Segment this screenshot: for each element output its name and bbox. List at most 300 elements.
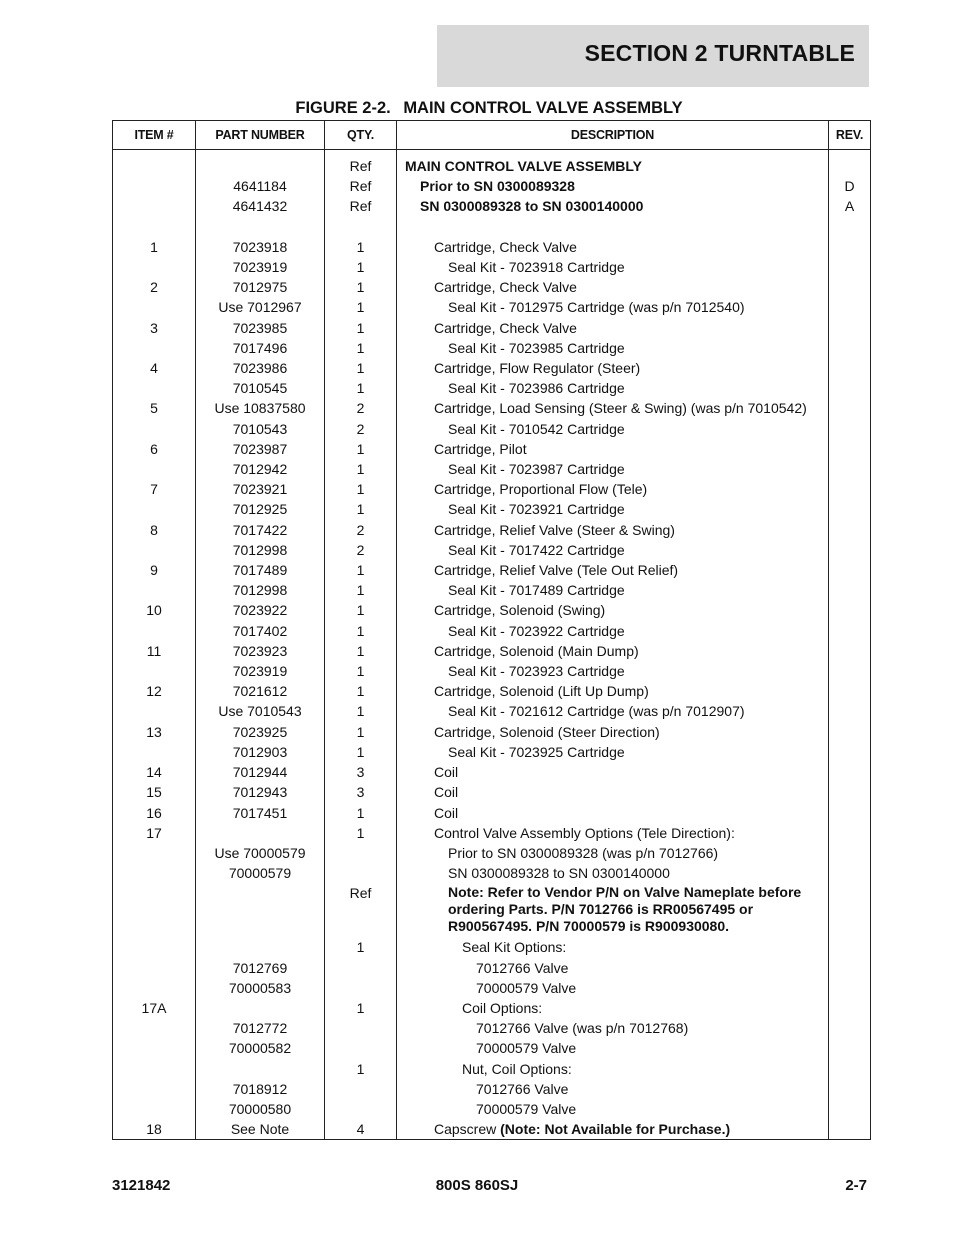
item-cell: 2 bbox=[113, 277, 196, 297]
figure-title bbox=[0, 99, 954, 118]
description-cell bbox=[397, 237, 829, 257]
item-cell bbox=[113, 978, 196, 998]
description-text: Coil bbox=[434, 784, 459, 801]
part-number-cell: 7023923 bbox=[196, 641, 325, 661]
part-number-cell: 7010545 bbox=[196, 378, 325, 398]
table-header-row bbox=[113, 121, 871, 150]
rev-cell bbox=[829, 439, 871, 459]
table-row bbox=[113, 998, 871, 1018]
description-text: Cartridge, Relief Valve (Steer & Swing) bbox=[434, 521, 675, 538]
description-cell bbox=[397, 540, 829, 560]
description-cell bbox=[397, 419, 829, 439]
qty-cell: 1 bbox=[325, 742, 397, 762]
description-cell bbox=[397, 1079, 829, 1099]
description-text: Capscrew bbox=[434, 1121, 497, 1138]
description-cell bbox=[397, 782, 829, 802]
rev-cell bbox=[829, 277, 871, 297]
description-cell bbox=[397, 661, 829, 681]
table-row bbox=[113, 883, 871, 937]
qty-cell: 1 bbox=[325, 722, 397, 742]
table-row bbox=[113, 681, 871, 701]
item-cell: 15 bbox=[113, 782, 196, 802]
part-number-cell bbox=[196, 937, 325, 957]
rev-cell bbox=[829, 479, 871, 499]
rev-cell bbox=[829, 378, 871, 398]
table-row bbox=[113, 580, 871, 600]
description-cell bbox=[397, 1018, 829, 1038]
part-number-cell: 7010543 bbox=[196, 419, 325, 439]
part-number-cell: Use 10837580 bbox=[196, 398, 325, 418]
item-cell bbox=[113, 196, 196, 216]
description-text: Cartridge, Relief Valve (Tele Out Relief) bbox=[434, 562, 679, 579]
table-row bbox=[113, 257, 871, 277]
qty-cell: 1 bbox=[325, 378, 397, 398]
qty-cell: 1 bbox=[325, 681, 397, 701]
part-number-cell: 7012975 bbox=[196, 277, 325, 297]
part-number-cell: 70000582 bbox=[196, 1038, 325, 1058]
qty-cell: 4 bbox=[325, 1119, 397, 1140]
table-row bbox=[113, 661, 871, 681]
qty-cell: 1 bbox=[325, 560, 397, 580]
rev-cell bbox=[829, 1038, 871, 1058]
description-cell bbox=[397, 580, 829, 600]
description-cell bbox=[397, 742, 829, 762]
table-row bbox=[113, 176, 871, 196]
table-row bbox=[113, 277, 871, 297]
rev-cell bbox=[829, 297, 871, 317]
col-qty-header: QTY. bbox=[325, 121, 397, 150]
item-cell: 18 bbox=[113, 1119, 196, 1140]
description-text: Cartridge, Pilot bbox=[434, 440, 527, 457]
part-number-cell: 7012998 bbox=[196, 540, 325, 560]
qty-cell: 1 bbox=[325, 803, 397, 823]
qty-cell bbox=[325, 958, 397, 978]
rev-cell bbox=[829, 823, 871, 843]
description-text: Seal Kit - 7023925 Cartridge bbox=[448, 743, 625, 760]
item-cell: 17 bbox=[113, 823, 196, 843]
table-row bbox=[113, 1119, 871, 1140]
table-row bbox=[113, 520, 871, 540]
table-row bbox=[113, 782, 871, 802]
table-row bbox=[113, 742, 871, 762]
table-row bbox=[113, 150, 871, 177]
qty-cell: 2 bbox=[325, 398, 397, 418]
part-number-cell: See Note bbox=[196, 1119, 325, 1140]
table-row bbox=[113, 722, 871, 742]
table-row bbox=[113, 803, 871, 823]
part-number-cell: Use 70000579 bbox=[196, 843, 325, 863]
table-row bbox=[113, 621, 871, 641]
rev-cell bbox=[829, 237, 871, 257]
qty-cell bbox=[325, 1038, 397, 1058]
table-row bbox=[113, 1059, 871, 1079]
table-row bbox=[113, 1079, 871, 1099]
item-cell: 17A bbox=[113, 998, 196, 1018]
description-cell bbox=[397, 1119, 829, 1140]
item-cell: 5 bbox=[113, 398, 196, 418]
description-text: 70000579 Valve bbox=[476, 1100, 577, 1117]
item-cell bbox=[113, 499, 196, 519]
part-number-cell bbox=[196, 150, 325, 177]
qty-cell: Ref bbox=[325, 883, 397, 937]
description-cell bbox=[397, 701, 829, 721]
item-cell bbox=[113, 843, 196, 863]
qty-cell: Ref bbox=[325, 150, 397, 177]
table-row bbox=[113, 1018, 871, 1038]
col-desc-header: DESCRIPTION bbox=[397, 121, 829, 150]
description-cell bbox=[397, 823, 829, 843]
item-cell: 9 bbox=[113, 560, 196, 580]
figure-name: MAIN CONTROL VALVE ASSEMBLY bbox=[403, 99, 683, 117]
section-banner bbox=[437, 25, 869, 87]
description-cell bbox=[397, 978, 829, 998]
qty-cell bbox=[325, 1099, 397, 1119]
part-number-cell: 7012944 bbox=[196, 762, 325, 782]
item-cell bbox=[113, 176, 196, 196]
description-cell bbox=[397, 1038, 829, 1058]
description-text: Seal Kit Options: bbox=[462, 939, 567, 956]
description-cell bbox=[397, 762, 829, 782]
qty-cell: 1 bbox=[325, 600, 397, 620]
description-text: Seal Kit - 7012975 Cartridge (was p/n 7012540) bbox=[448, 299, 745, 316]
qty-cell: 1 bbox=[325, 439, 397, 459]
description-cell bbox=[397, 277, 829, 297]
rev-cell bbox=[829, 701, 871, 721]
table-row bbox=[113, 600, 871, 620]
item-cell: 8 bbox=[113, 520, 196, 540]
description-text: Cartridge, Check Valve bbox=[434, 319, 577, 336]
table-row bbox=[113, 762, 871, 782]
description-text: Prior to SN 0300089328 bbox=[420, 178, 575, 195]
item-cell bbox=[113, 1079, 196, 1099]
part-number-cell: 7023922 bbox=[196, 600, 325, 620]
part-number-cell: 7018912 bbox=[196, 1079, 325, 1099]
description-text: SN 0300089328 to SN 0300140000 bbox=[420, 198, 644, 215]
part-number-cell: 7012925 bbox=[196, 499, 325, 519]
table-row bbox=[113, 217, 871, 237]
rev-cell: A bbox=[829, 196, 871, 216]
rev-cell bbox=[829, 621, 871, 641]
figure-label: FIGURE 2-2. bbox=[295, 99, 391, 117]
part-number-cell: Use 7012967 bbox=[196, 297, 325, 317]
rev-cell bbox=[829, 937, 871, 957]
rev-cell bbox=[829, 600, 871, 620]
description-text: Seal Kit - 7023921 Cartridge bbox=[448, 501, 625, 518]
part-number-cell: 7023919 bbox=[196, 661, 325, 681]
description-text: Cartridge, Flow Regulator (Steer) bbox=[434, 360, 641, 377]
qty-cell: 1 bbox=[325, 701, 397, 721]
description-text: Seal Kit - 7010542 Cartridge bbox=[448, 420, 625, 437]
rev-cell bbox=[829, 803, 871, 823]
parts-table bbox=[112, 120, 871, 1140]
description-cell bbox=[397, 641, 829, 661]
table-row bbox=[113, 499, 871, 519]
qty-cell: 1 bbox=[325, 297, 397, 317]
table-row bbox=[113, 297, 871, 317]
part-number-cell: 7017496 bbox=[196, 338, 325, 358]
part-number-cell: 70000580 bbox=[196, 1099, 325, 1119]
item-cell bbox=[113, 742, 196, 762]
description-text: Coil bbox=[434, 764, 459, 781]
description-text: Cartridge, Check Valve bbox=[434, 238, 577, 255]
description-text: Seal Kit - 7023923 Cartridge bbox=[448, 663, 625, 680]
table-row bbox=[113, 1099, 871, 1119]
qty-cell: 1 bbox=[325, 580, 397, 600]
col-rev-header: REV. bbox=[829, 121, 871, 150]
description-text: Cartridge, Solenoid (Main Dump) bbox=[434, 642, 639, 659]
table-row bbox=[113, 843, 871, 863]
item-cell bbox=[113, 580, 196, 600]
part-number-cell: 7023986 bbox=[196, 358, 325, 378]
description-text: Nut, Coil Options: bbox=[462, 1060, 572, 1077]
rev-cell bbox=[829, 318, 871, 338]
qty-cell: 1 bbox=[325, 1059, 397, 1079]
part-number-cell: 4641432 bbox=[196, 196, 325, 216]
description-cell bbox=[397, 1059, 829, 1079]
table-row bbox=[113, 958, 871, 978]
rev-cell bbox=[829, 217, 871, 237]
item-cell: 12 bbox=[113, 681, 196, 701]
part-number-cell: 70000583 bbox=[196, 978, 325, 998]
description-cell bbox=[397, 520, 829, 540]
rev-cell bbox=[829, 560, 871, 580]
table-row bbox=[113, 419, 871, 439]
qty-cell: 2 bbox=[325, 520, 397, 540]
description-cell bbox=[397, 358, 829, 378]
qty-cell: 1 bbox=[325, 823, 397, 843]
table-row bbox=[113, 1038, 871, 1058]
item-cell: 14 bbox=[113, 762, 196, 782]
description-cell bbox=[397, 621, 829, 641]
qty-cell bbox=[325, 978, 397, 998]
description-text: 7012766 Valve bbox=[476, 1080, 569, 1097]
rev-cell bbox=[829, 1099, 871, 1119]
rev-cell bbox=[829, 257, 871, 277]
part-number-cell bbox=[196, 217, 325, 237]
description-cell bbox=[397, 338, 829, 358]
description-text: Cartridge, Solenoid (Steer Direction) bbox=[434, 723, 660, 740]
rev-cell bbox=[829, 1059, 871, 1079]
part-number-cell: Use 7010543 bbox=[196, 701, 325, 721]
rev-cell bbox=[829, 150, 871, 177]
item-cell bbox=[113, 540, 196, 560]
description-cell bbox=[397, 863, 829, 883]
item-cell bbox=[113, 297, 196, 317]
qty-cell bbox=[325, 217, 397, 237]
qty-cell: 1 bbox=[325, 937, 397, 957]
part-number-cell bbox=[196, 998, 325, 1018]
qty-cell: Ref bbox=[325, 196, 397, 216]
item-cell bbox=[113, 937, 196, 957]
description-text: 70000579 Valve bbox=[476, 1040, 577, 1057]
description-cell bbox=[397, 937, 829, 957]
rev-cell bbox=[829, 419, 871, 439]
item-cell bbox=[113, 378, 196, 398]
qty-cell: Ref bbox=[325, 176, 397, 196]
description-note: (Note: Not Available for Purchase.) bbox=[500, 1121, 731, 1138]
qty-cell: 1 bbox=[325, 499, 397, 519]
part-number-cell bbox=[196, 823, 325, 843]
part-number-cell: 7021612 bbox=[196, 681, 325, 701]
part-number-cell: 7017422 bbox=[196, 520, 325, 540]
table-row bbox=[113, 318, 871, 338]
item-cell bbox=[113, 863, 196, 883]
rev-cell bbox=[829, 722, 871, 742]
part-number-cell: 7023987 bbox=[196, 439, 325, 459]
item-cell bbox=[113, 150, 196, 177]
description-cell bbox=[397, 257, 829, 277]
description-text: Cartridge, Solenoid (Swing) bbox=[434, 602, 606, 619]
col-part-header: PART NUMBER bbox=[196, 121, 325, 150]
description-cell bbox=[397, 439, 829, 459]
part-number-cell: 70000579 bbox=[196, 863, 325, 883]
part-number-cell: 4641184 bbox=[196, 176, 325, 196]
qty-cell: 1 bbox=[325, 257, 397, 277]
qty-cell bbox=[325, 843, 397, 863]
description-cell bbox=[397, 176, 829, 196]
part-number-cell: 7017489 bbox=[196, 560, 325, 580]
rev-cell bbox=[829, 459, 871, 479]
description-cell bbox=[397, 722, 829, 742]
item-cell: 7 bbox=[113, 479, 196, 499]
part-number-cell bbox=[196, 883, 325, 937]
table-row bbox=[113, 540, 871, 560]
qty-cell: 2 bbox=[325, 419, 397, 439]
description-cell bbox=[397, 998, 829, 1018]
part-number-cell: 7012943 bbox=[196, 782, 325, 802]
table-row bbox=[113, 358, 871, 378]
qty-cell: 1 bbox=[325, 318, 397, 338]
rev-cell bbox=[829, 681, 871, 701]
item-cell: 1 bbox=[113, 237, 196, 257]
description-text: Seal Kit - 7023987 Cartridge bbox=[448, 461, 625, 478]
qty-cell: 2 bbox=[325, 540, 397, 560]
description-cell bbox=[397, 318, 829, 338]
description-cell bbox=[397, 958, 829, 978]
description-text: Seal Kit - 7023918 Cartridge bbox=[448, 259, 625, 276]
description-text: SN 0300089328 to SN 0300140000 bbox=[448, 865, 670, 882]
item-cell bbox=[113, 419, 196, 439]
description-text: 7012766 Valve bbox=[476, 959, 569, 976]
rev-cell bbox=[829, 883, 871, 937]
description-text: MAIN CONTROL VALVE ASSEMBLY bbox=[405, 158, 642, 174]
col-item-header: ITEM # bbox=[113, 121, 196, 150]
description-cell bbox=[397, 459, 829, 479]
qty-cell bbox=[325, 863, 397, 883]
qty-cell: 1 bbox=[325, 479, 397, 499]
qty-cell: 1 bbox=[325, 459, 397, 479]
description-text: Cartridge, Check Valve bbox=[434, 279, 577, 296]
rev-cell bbox=[829, 540, 871, 560]
description-text: Coil Options: bbox=[462, 999, 543, 1016]
part-number-cell: 7023921 bbox=[196, 479, 325, 499]
table-row bbox=[113, 823, 871, 843]
table-row bbox=[113, 378, 871, 398]
qty-cell bbox=[325, 1018, 397, 1038]
rev-cell bbox=[829, 499, 871, 519]
part-number-cell: 7012942 bbox=[196, 459, 325, 479]
rev-cell bbox=[829, 863, 871, 883]
qty-cell: 1 bbox=[325, 358, 397, 378]
description-text: Seal Kit - 7017489 Cartridge bbox=[448, 582, 625, 599]
rev-cell bbox=[829, 1018, 871, 1038]
description-text: Control Valve Assembly Options (Tele Direction): bbox=[434, 824, 735, 841]
table-row bbox=[113, 338, 871, 358]
item-cell: 6 bbox=[113, 439, 196, 459]
table-row bbox=[113, 439, 871, 459]
doc-number: 3121842 bbox=[112, 1177, 171, 1194]
qty-cell: 1 bbox=[325, 641, 397, 661]
rev-cell bbox=[829, 843, 871, 863]
item-cell bbox=[113, 883, 196, 937]
description-cell bbox=[397, 1099, 829, 1119]
item-cell: 10 bbox=[113, 600, 196, 620]
item-cell bbox=[113, 1059, 196, 1079]
qty-cell: 1 bbox=[325, 237, 397, 257]
table-row bbox=[113, 978, 871, 998]
description-text: Cartridge, Proportional Flow (Tele) bbox=[434, 481, 648, 498]
table-row bbox=[113, 459, 871, 479]
table-row bbox=[113, 641, 871, 661]
description-cell bbox=[397, 883, 829, 937]
description-text: Cartridge, Solenoid (Lift Up Dump) bbox=[434, 683, 649, 700]
qty-cell: 3 bbox=[325, 762, 397, 782]
item-cell bbox=[113, 621, 196, 641]
rev-cell bbox=[829, 958, 871, 978]
description-cell bbox=[397, 378, 829, 398]
description-cell bbox=[397, 681, 829, 701]
description-cell bbox=[397, 803, 829, 823]
description-cell bbox=[397, 843, 829, 863]
item-cell bbox=[113, 958, 196, 978]
description-text: Seal Kit - 7023922 Cartridge bbox=[448, 622, 625, 639]
rev-cell bbox=[829, 782, 871, 802]
rev-cell: D bbox=[829, 176, 871, 196]
page-number: 2-7 bbox=[845, 1177, 867, 1194]
description-cell bbox=[397, 196, 829, 216]
description-cell bbox=[397, 217, 829, 237]
rev-cell bbox=[829, 742, 871, 762]
part-number-cell bbox=[196, 1059, 325, 1079]
part-number-cell: 7012769 bbox=[196, 958, 325, 978]
rev-cell bbox=[829, 762, 871, 782]
table-row bbox=[113, 398, 871, 418]
description-text: Coil bbox=[434, 804, 459, 821]
item-cell: 4 bbox=[113, 358, 196, 378]
description-text: Prior to SN 0300089328 (was p/n 7012766) bbox=[448, 844, 719, 861]
description-text: Seal Kit - 7017422 Cartridge bbox=[448, 541, 625, 558]
item-cell bbox=[113, 1038, 196, 1058]
table-row bbox=[113, 196, 871, 216]
table-body bbox=[113, 150, 871, 1140]
item-cell bbox=[113, 661, 196, 681]
table-row bbox=[113, 479, 871, 499]
part-number-cell: 7012903 bbox=[196, 742, 325, 762]
description-cell bbox=[397, 398, 829, 418]
table-row bbox=[113, 937, 871, 957]
item-cell bbox=[113, 459, 196, 479]
rev-cell bbox=[829, 641, 871, 661]
item-cell bbox=[113, 217, 196, 237]
rev-cell bbox=[829, 1079, 871, 1099]
qty-cell: 1 bbox=[325, 277, 397, 297]
part-number-cell: 7023919 bbox=[196, 257, 325, 277]
qty-cell: 1 bbox=[325, 661, 397, 681]
rev-cell bbox=[829, 661, 871, 681]
description-text: Note: Refer to Vendor P/N on Valve Nameplate before ordering Parts. P/N 7012766 is RR00567495 or R900567495. P/N 70000579 is R900930080. bbox=[448, 884, 802, 935]
description-text: 7012766 Valve (was p/n 7012768) bbox=[476, 1020, 689, 1037]
qty-cell: 1 bbox=[325, 621, 397, 641]
